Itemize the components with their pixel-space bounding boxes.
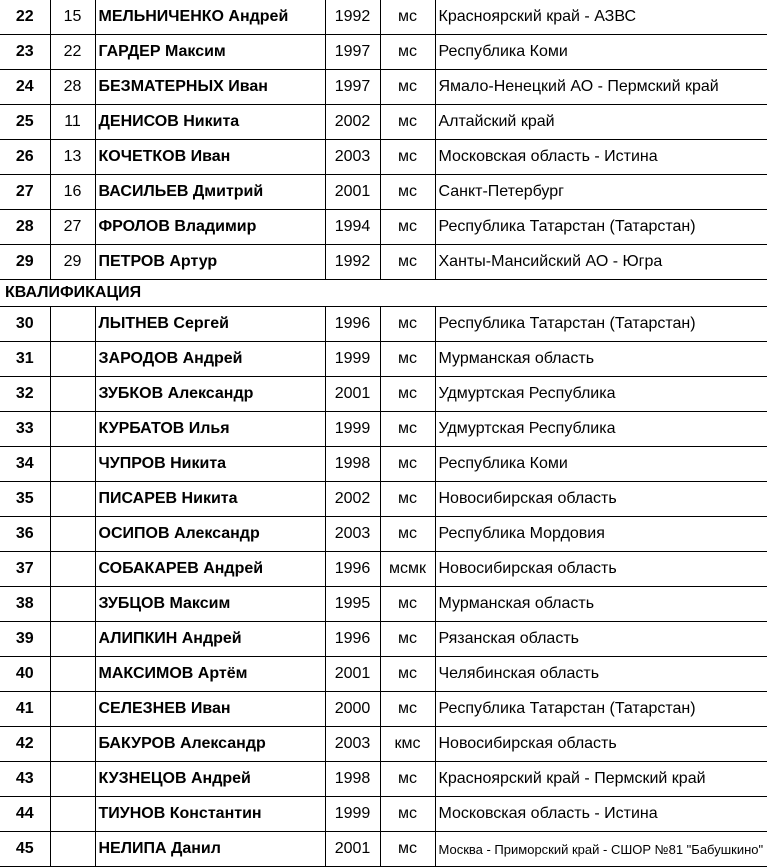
team-cell: Алтайский край bbox=[435, 105, 767, 140]
place-cell: 24 bbox=[0, 70, 50, 105]
rank-cell: мс bbox=[380, 0, 435, 35]
table-row bbox=[0, 0, 767, 35]
bib-number-cell: 11 bbox=[50, 105, 95, 140]
table-row bbox=[0, 552, 767, 587]
table-row bbox=[0, 692, 767, 727]
section-title: КВАЛИФИКАЦИЯ bbox=[5, 284, 142, 301]
athlete-name-cell: ЗУБЦОВ Максим bbox=[95, 587, 325, 622]
athlete-name-cell: ТИУНОВ Константин bbox=[95, 797, 325, 832]
table-row bbox=[0, 762, 767, 797]
table-row bbox=[0, 412, 767, 447]
bib-number-cell bbox=[50, 832, 95, 867]
place-cell: 37 bbox=[0, 552, 50, 587]
bib-number-cell bbox=[50, 657, 95, 692]
team-cell: Ханты-Мансийский АО - Югра bbox=[435, 245, 767, 280]
birth-year-cell: 2003 bbox=[325, 517, 380, 552]
team-cell: Московская область - Истина bbox=[435, 140, 767, 175]
table-row bbox=[0, 105, 767, 140]
results-qualification-block bbox=[0, 307, 767, 867]
bib-number-cell bbox=[50, 482, 95, 517]
birth-year-cell: 1994 bbox=[325, 210, 380, 245]
team-cell: Мурманская область bbox=[435, 342, 767, 377]
team-cell: Республика Татарстан (Татарстан) bbox=[435, 210, 767, 245]
rank-cell: мсмк bbox=[380, 552, 435, 587]
birth-year-cell: 2002 bbox=[325, 105, 380, 140]
team-cell: Республика Мордовия bbox=[435, 517, 767, 552]
team-cell: Удмуртская Республика bbox=[435, 377, 767, 412]
birth-year-cell: 1999 bbox=[325, 342, 380, 377]
table-row bbox=[0, 727, 767, 762]
athlete-name-cell: ФРОЛОВ Владимир bbox=[95, 210, 325, 245]
athlete-name-cell: АЛИПКИН Андрей bbox=[95, 622, 325, 657]
birth-year-cell: 1997 bbox=[325, 35, 380, 70]
bib-number-cell bbox=[50, 797, 95, 832]
table-row bbox=[0, 70, 767, 105]
athlete-name-cell: КУРБАТОВ Илья bbox=[95, 412, 325, 447]
team-cell: Москва - Приморский край - СШОР №81 "Бабушкино" bbox=[435, 832, 767, 867]
team-cell: Республика Татарстан (Татарстан) bbox=[435, 307, 767, 342]
bib-number-cell bbox=[50, 307, 95, 342]
bib-number-cell bbox=[50, 342, 95, 377]
birth-year-cell: 1999 bbox=[325, 797, 380, 832]
section-header-block bbox=[0, 280, 767, 307]
bib-number-cell: 16 bbox=[50, 175, 95, 210]
team-cell: Республика Коми bbox=[435, 35, 767, 70]
bib-number-cell bbox=[50, 692, 95, 727]
place-cell: 38 bbox=[0, 587, 50, 622]
table-row bbox=[0, 140, 767, 175]
athlete-name-cell: ЧУПРОВ Никита bbox=[95, 447, 325, 482]
place-cell: 26 bbox=[0, 140, 50, 175]
birth-year-cell: 1997 bbox=[325, 70, 380, 105]
rank-cell: мс bbox=[380, 70, 435, 105]
birth-year-cell: 1999 bbox=[325, 412, 380, 447]
athlete-name-cell: МЕЛЬНИЧЕНКО Андрей bbox=[95, 0, 325, 35]
athlete-name-cell: ВАСИЛЬЕВ Дмитрий bbox=[95, 175, 325, 210]
table-row bbox=[0, 245, 767, 280]
athlete-name-cell: КУЗНЕЦОВ Андрей bbox=[95, 762, 325, 797]
birth-year-cell: 1998 bbox=[325, 447, 380, 482]
place-cell: 43 bbox=[0, 762, 50, 797]
birth-year-cell: 2001 bbox=[325, 832, 380, 867]
rank-cell: мс bbox=[380, 797, 435, 832]
athlete-name-cell: ГАРДЕР Максим bbox=[95, 35, 325, 70]
bib-number-cell bbox=[50, 622, 95, 657]
rank-cell: мс bbox=[380, 140, 435, 175]
team-cell: Ямало-Ненецкий АО - Пермский край bbox=[435, 70, 767, 105]
team-cell: Мурманская область bbox=[435, 587, 767, 622]
bib-number-cell bbox=[50, 762, 95, 797]
birth-year-cell: 1995 bbox=[325, 587, 380, 622]
table-row bbox=[0, 517, 767, 552]
bib-number-cell bbox=[50, 587, 95, 622]
place-cell: 31 bbox=[0, 342, 50, 377]
rank-cell: мс bbox=[380, 657, 435, 692]
bib-number-cell bbox=[50, 552, 95, 587]
athlete-name-cell: ЗАРОДОВ Андрей bbox=[95, 342, 325, 377]
birth-year-cell: 2002 bbox=[325, 482, 380, 517]
table-row bbox=[0, 657, 767, 692]
birth-year-cell: 1998 bbox=[325, 762, 380, 797]
rank-cell: мс bbox=[380, 35, 435, 70]
place-cell: 39 bbox=[0, 622, 50, 657]
table-row bbox=[0, 797, 767, 832]
athlete-name-cell: КОЧЕТКОВ Иван bbox=[95, 140, 325, 175]
place-cell: 36 bbox=[0, 517, 50, 552]
table-row bbox=[0, 832, 767, 867]
table-row bbox=[0, 307, 767, 342]
place-cell: 29 bbox=[0, 245, 50, 280]
birth-year-cell: 2003 bbox=[325, 727, 380, 762]
bib-number-cell bbox=[50, 447, 95, 482]
table-row bbox=[0, 342, 767, 377]
rank-cell: мс bbox=[380, 762, 435, 797]
bib-number-cell bbox=[50, 517, 95, 552]
table-row bbox=[0, 587, 767, 622]
athlete-name-cell: БАКУРОВ Александр bbox=[95, 727, 325, 762]
place-cell: 41 bbox=[0, 692, 50, 727]
table-row bbox=[0, 482, 767, 517]
place-cell: 27 bbox=[0, 175, 50, 210]
rank-cell: мс bbox=[380, 692, 435, 727]
rank-cell: мс bbox=[380, 517, 435, 552]
rank-cell: мс bbox=[380, 832, 435, 867]
bib-number-cell: 13 bbox=[50, 140, 95, 175]
place-cell: 22 bbox=[0, 0, 50, 35]
rank-cell: мс bbox=[380, 412, 435, 447]
athlete-name-cell: МАКСИМОВ Артём bbox=[95, 657, 325, 692]
place-cell: 44 bbox=[0, 797, 50, 832]
rank-cell: мс bbox=[380, 447, 435, 482]
table-row bbox=[0, 175, 767, 210]
table-row bbox=[0, 377, 767, 412]
results-top-block bbox=[0, 0, 767, 280]
bib-number-cell: 28 bbox=[50, 70, 95, 105]
place-cell: 34 bbox=[0, 447, 50, 482]
place-cell: 23 bbox=[0, 35, 50, 70]
team-cell: Московская область - Истина bbox=[435, 797, 767, 832]
athlete-name-cell: БЕЗМАТЕРНЫХ Иван bbox=[95, 70, 325, 105]
team-cell: Республика Коми bbox=[435, 447, 767, 482]
bib-number-cell bbox=[50, 377, 95, 412]
team-cell: Республика Татарстан (Татарстан) bbox=[435, 692, 767, 727]
bib-number-cell: 22 bbox=[50, 35, 95, 70]
birth-year-cell: 1992 bbox=[325, 245, 380, 280]
athlete-name-cell: ОСИПОВ Александр bbox=[95, 517, 325, 552]
birth-year-cell: 2001 bbox=[325, 657, 380, 692]
athlete-name-cell: ДЕНИСОВ Никита bbox=[95, 105, 325, 140]
birth-year-cell: 2003 bbox=[325, 140, 380, 175]
birth-year-cell: 2001 bbox=[325, 377, 380, 412]
place-cell: 28 bbox=[0, 210, 50, 245]
team-cell: Красноярский край - АЗВС bbox=[435, 0, 767, 35]
place-cell: 45 bbox=[0, 832, 50, 867]
rank-cell: мс bbox=[380, 245, 435, 280]
bib-number-cell: 29 bbox=[50, 245, 95, 280]
athlete-name-cell: ЗУБКОВ Александр bbox=[95, 377, 325, 412]
team-cell: Новосибирская область bbox=[435, 482, 767, 517]
athlete-name-cell: НЕЛИПА Данил bbox=[95, 832, 325, 867]
birth-year-cell: 1996 bbox=[325, 622, 380, 657]
team-cell: Санкт-Петербург bbox=[435, 175, 767, 210]
rank-cell: мс bbox=[380, 587, 435, 622]
athlete-name-cell: СОБАКАРЕВ Андрей bbox=[95, 552, 325, 587]
birth-year-cell: 1996 bbox=[325, 307, 380, 342]
table-row bbox=[0, 447, 767, 482]
table-row bbox=[0, 622, 767, 657]
athlete-name-cell: СЕЛЕЗНЕВ Иван bbox=[95, 692, 325, 727]
rank-cell: кмс bbox=[380, 727, 435, 762]
bib-number-cell bbox=[50, 727, 95, 762]
table-row bbox=[0, 210, 767, 245]
place-cell: 25 bbox=[0, 105, 50, 140]
bib-number-cell: 27 bbox=[50, 210, 95, 245]
birth-year-cell: 2000 bbox=[325, 692, 380, 727]
birth-year-cell: 1996 bbox=[325, 552, 380, 587]
rank-cell: мс bbox=[380, 377, 435, 412]
rank-cell: мс bbox=[380, 175, 435, 210]
birth-year-cell: 1992 bbox=[325, 0, 380, 35]
rank-cell: мс bbox=[380, 482, 435, 517]
birth-year-cell: 2001 bbox=[325, 175, 380, 210]
team-cell: Челябинская область bbox=[435, 657, 767, 692]
place-cell: 32 bbox=[0, 377, 50, 412]
place-cell: 35 bbox=[0, 482, 50, 517]
rank-cell: мс bbox=[380, 210, 435, 245]
place-cell: 30 bbox=[0, 307, 50, 342]
rank-cell: мс bbox=[380, 307, 435, 342]
bib-number-cell: 15 bbox=[50, 0, 95, 35]
place-cell: 40 bbox=[0, 657, 50, 692]
team-cell: Новосибирская область bbox=[435, 552, 767, 587]
table-row bbox=[0, 35, 767, 70]
athlete-name-cell: ПЕТРОВ Артур bbox=[95, 245, 325, 280]
rank-cell: мс bbox=[380, 622, 435, 657]
bib-number-cell bbox=[50, 412, 95, 447]
team-cell: Удмуртская Республика bbox=[435, 412, 767, 447]
rank-cell: мс bbox=[380, 105, 435, 140]
team-cell: Рязанская область bbox=[435, 622, 767, 657]
team-cell: Красноярский край - Пермский край bbox=[435, 762, 767, 797]
rank-cell: мс bbox=[380, 342, 435, 377]
athlete-name-cell: ЛЫТНЕВ Сергей bbox=[95, 307, 325, 342]
place-cell: 42 bbox=[0, 727, 50, 762]
athlete-name-cell: ПИСАРЕВ Никита bbox=[95, 482, 325, 517]
team-cell: Новосибирская область bbox=[435, 727, 767, 762]
place-cell: 33 bbox=[0, 412, 50, 447]
